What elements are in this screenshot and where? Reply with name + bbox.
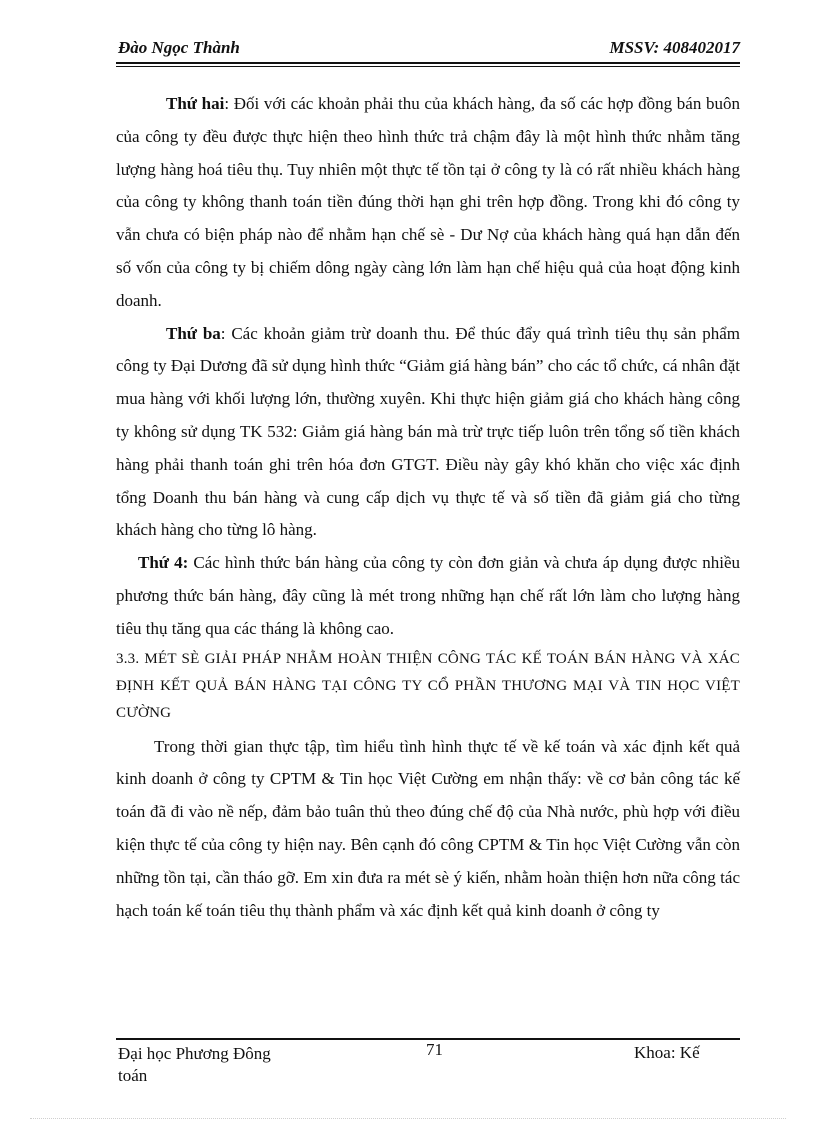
footer-faculty: Khoa: Kế bbox=[634, 1043, 700, 1062]
page-edge-dots bbox=[30, 1118, 786, 1119]
paragraph-internship: Trong thời gian thực tập, tìm hiểu tình hình thực tế về kế toán và xác định kết quả kinh doanh ở công ty CPTM & Tin học Việt Cường em nhận thấy: về cơ bản công tác kế toán đã đi vào nề nếp, đảm bảo tuân thủ theo đúng chế độ của Nhà nước, phù hợp với điều kiện thực tế của công ty hiện nay. Bên cạnh đó công CPTM & Tin học Việt Cường vẫn còn những tồn tại, cần tháo gỡ. Em xin đưa ra mét sè ý kiến, nhằm hoàn thiện hơn nữa công tác hạch toán kế toán tiêu thụ thành phẩm và xác định kết quả kinh doanh ở công ty bbox=[116, 736, 740, 920]
page-number: 71 bbox=[426, 1040, 443, 1059]
footer-faculty-continuation: toán bbox=[118, 1066, 148, 1085]
paragraph-fourth-point bbox=[116, 547, 740, 645]
paragraph-lead: Thứ hai bbox=[166, 94, 225, 113]
page-body bbox=[116, 88, 740, 927]
header-author: Đào Ngọc Thành bbox=[118, 38, 240, 57]
section-heading: 3.3. MÉT SÈ GIẢI PHÁP NHẰM HOÀN THIỆN CÔNG TÁC KẾ TOÁN BÁN HÀNG VÀ XÁC ĐỊNH KẾT QUẢ BÁN HÀNG TẠI CÔNG TY CỔ PHẦN THƯƠNG MẠI VÀ TIN HỌC VIỆT CƯỜNG bbox=[116, 650, 740, 721]
paragraph-lead: Thứ 4: bbox=[138, 553, 189, 573]
paragraph-third-point bbox=[116, 318, 740, 548]
paragraph-text: : Đối với các khoản phải thu của khách hàng, đa số các hợp đồng bán buôn của công ty đều được thực hiện theo hình thức trả chậm đây là một hình thức nhằm tăng lượng hàng hoá tiêu thụ. Tuy nhiên một thực tế tồn tại ở công ty là có rất nhiều khách hàng của công ty không thanh toán tiền đúng thời hạn ghi trên hợp đồng. Trong khi đó công ty vẫn chưa có biện pháp nào để nhằm hạn chế sè - Dư Nợ của khách hàng quá hạn dẫn đến số vốn của công ty bị chiếm dông ngày càng lớn làm hạn chế hiệu quả của hoạt động kinh doanh. bbox=[116, 94, 740, 310]
header-student-id: MSSV: 408402017 bbox=[609, 38, 740, 57]
paragraph-text: Các hình thức bán hàng của công ty còn đơn giản và chưa áp dụng được nhiều phương thức bán hàng, đây cũng là mét trong những hạn chế rất lớn làm cho lượng hàng tiêu thụ tăng qua các tháng là không cao. bbox=[116, 553, 741, 638]
paragraph-second-point bbox=[116, 88, 740, 318]
paragraph-text: : Các khoản giảm trừ doanh thu. Để thúc đẩy quá trình tiêu thụ sản phẩm công ty Đại Dương đã sử dụng hình thức “Giảm giá hàng bán” cho các tổ chức, cá nhân đặt mua hàng với khối lượng lớn, thường xuyên. Khi thực hiện giảm giá cho khách hàng công ty không sử dụng TK 532: Giảm giá hàng bán mà trừ trực tiếp luôn trên tổng số tiền khách hàng phải thanh toán ghi trên hóa đơn GTGT. Điều này gây khó khăn cho việc xác định tổng Doanh thu bán hàng và cung cấp dịch vụ thực tế và số tiền đã giảm giá cho từng khách hàng cho từng lô hàng. bbox=[116, 323, 740, 540]
paragraph-lead: Thứ ba bbox=[166, 323, 221, 343]
header-rule-thin bbox=[116, 66, 740, 67]
footer-university: Đại học Phương Đông bbox=[118, 1044, 271, 1063]
header-rule bbox=[116, 62, 740, 64]
